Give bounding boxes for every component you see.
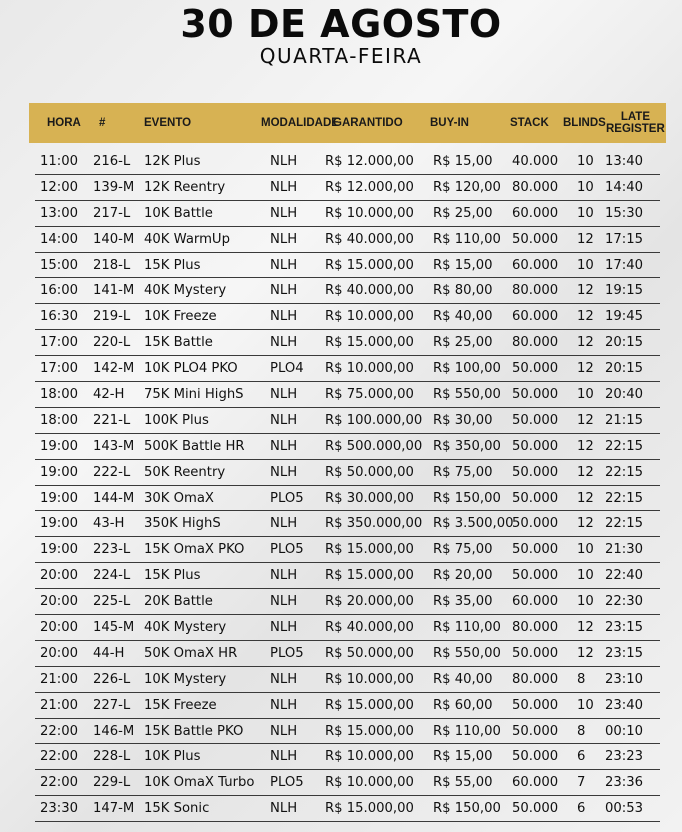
cell-modalidade: NLH [270, 205, 298, 221]
cell-late-register: 23:15 [605, 620, 644, 636]
cell-hora: 15:00 [40, 257, 79, 273]
cell-buyin: R$ 25,00 [433, 335, 493, 351]
cell-hora: 16:00 [40, 283, 79, 299]
cell-modalidade: PLO5 [270, 490, 304, 506]
cell-buyin: R$ 60,00 [433, 697, 493, 713]
cell-buyin: R$ 550,00 [433, 387, 501, 403]
cell-buyin: R$ 20,00 [433, 568, 493, 584]
cell-late-register: 00:53 [605, 801, 644, 817]
cell-stack: 50.000 [512, 723, 559, 739]
cell-garantido: R$ 10.000,00 [325, 205, 414, 221]
cell-late-register: 23:23 [605, 749, 644, 765]
cell-blinds: 10 [577, 568, 594, 584]
header-hora: HORA [47, 117, 81, 129]
table-row [35, 408, 660, 434]
table-row [35, 175, 660, 201]
cell-late-register: 00:10 [605, 723, 644, 739]
table-row [35, 796, 660, 822]
header-num: # [99, 117, 106, 129]
cell-late-register: 20:15 [605, 335, 644, 351]
cell-modalidade: NLH [270, 387, 298, 403]
cell-buyin: R$ 40,00 [433, 671, 493, 687]
page-subtitle: QUARTA-FEIRA [259, 44, 423, 68]
cell-buyin: R$ 120,00 [433, 179, 501, 195]
cell-modalidade: NLH [270, 594, 298, 610]
table-row [35, 227, 660, 253]
cell-stack: 80.000 [512, 283, 559, 299]
cell-evento: 40K Mystery [144, 620, 227, 636]
cell-garantido: R$ 15.000,00 [325, 257, 414, 273]
cell-num: 227-L [93, 697, 131, 713]
cell-num: 226-L [93, 671, 131, 687]
cell-modalidade: NLH [270, 335, 298, 351]
cell-blinds: 12 [577, 231, 594, 247]
cell-num: 223-L [93, 542, 131, 558]
cell-buyin: R$ 15,00 [433, 749, 493, 765]
cell-garantido: R$ 500.000,00 [325, 438, 423, 454]
cell-garantido: R$ 40.000,00 [325, 620, 414, 636]
cell-late-register: 19:15 [605, 283, 644, 299]
cell-stack: 60.000 [512, 205, 559, 221]
cell-stack: 50.000 [512, 645, 559, 661]
cell-hora: 20:00 [40, 620, 79, 636]
cell-blinds: 10 [577, 697, 594, 713]
cell-num: 145-M [93, 620, 135, 636]
cell-garantido: R$ 20.000,00 [325, 594, 414, 610]
cell-garantido: R$ 12.000,00 [325, 154, 414, 169]
cell-hora: 11:00 [40, 154, 79, 169]
cell-garantido: R$ 15.000,00 [325, 723, 414, 739]
cell-late-register: 22:15 [605, 438, 644, 454]
cell-modalidade: PLO5 [270, 645, 304, 661]
cell-evento: 500K Battle HR [144, 438, 245, 454]
cell-stack: 50.000 [512, 749, 559, 765]
cell-modalidade: NLH [270, 723, 298, 739]
cell-num: 144-M [93, 490, 135, 506]
cell-stack: 80.000 [512, 620, 559, 636]
cell-garantido: R$ 10.000,00 [325, 309, 414, 325]
cell-late-register: 13:40 [605, 154, 644, 169]
cell-garantido: R$ 10.000,00 [325, 749, 414, 765]
cell-num: 228-L [93, 749, 131, 765]
table-row [35, 615, 660, 641]
cell-num: 139-M [93, 179, 135, 195]
cell-modalidade: NLH [270, 464, 298, 480]
cell-blinds: 10 [577, 594, 594, 610]
table-row [35, 589, 660, 615]
cell-garantido: R$ 15.000,00 [325, 542, 414, 558]
table-row [35, 511, 660, 537]
cell-hora: 21:00 [40, 671, 79, 687]
cell-blinds: 12 [577, 645, 594, 661]
header-late-register [606, 103, 665, 143]
cell-stack: 60.000 [512, 257, 559, 273]
cell-num: 224-L [93, 568, 131, 584]
table-row [35, 486, 660, 512]
cell-late-register: 19:45 [605, 309, 644, 325]
table-row [35, 641, 660, 667]
cell-stack: 60.000 [512, 775, 559, 791]
table-row [35, 201, 660, 227]
cell-garantido: R$ 15.000,00 [325, 697, 414, 713]
cell-hora: 18:00 [40, 412, 79, 428]
cell-num: 141-M [93, 283, 135, 299]
cell-late-register: 22:30 [605, 594, 644, 610]
table-row [35, 304, 660, 330]
cell-blinds: 12 [577, 361, 594, 377]
cell-garantido: R$ 12.000,00 [325, 179, 414, 195]
cell-buyin: R$ 75,00 [433, 464, 493, 480]
cell-garantido: R$ 50.000,00 [325, 645, 414, 661]
cell-modalidade: NLH [270, 620, 298, 636]
cell-stack: 40.000 [512, 154, 559, 169]
cell-hora: 21:00 [40, 697, 79, 713]
cell-late-register: 22:40 [605, 568, 644, 584]
table-row [35, 667, 660, 693]
cell-late-register: 17:40 [605, 257, 644, 273]
cell-stack: 80.000 [512, 335, 559, 351]
cell-late-register: 20:15 [605, 361, 644, 377]
table-row [35, 278, 660, 304]
cell-stack: 60.000 [512, 309, 559, 325]
cell-garantido: R$ 50.000,00 [325, 464, 414, 480]
table-header [29, 103, 666, 143]
cell-modalidade: NLH [270, 309, 298, 325]
cell-buyin: R$ 350,00 [433, 438, 501, 454]
cell-blinds: 7 [577, 775, 586, 791]
cell-buyin: R$ 75,00 [433, 542, 493, 558]
cell-garantido: R$ 40.000,00 [325, 283, 414, 299]
cell-stack: 50.000 [512, 801, 559, 817]
cell-num: 216-L [93, 154, 131, 169]
cell-evento: 10K OmaX Turbo [144, 775, 255, 791]
cell-stack: 50.000 [512, 438, 559, 454]
cell-evento: 12K Plus [144, 154, 201, 169]
cell-blinds: 12 [577, 490, 594, 506]
table-row [35, 563, 660, 589]
cell-late-register: 22:15 [605, 516, 644, 532]
cell-modalidade: NLH [270, 801, 298, 817]
cell-num: 225-L [93, 594, 131, 610]
cell-blinds: 8 [577, 671, 586, 687]
cell-num: 42-H [93, 387, 125, 403]
cell-buyin: R$ 80,00 [433, 283, 493, 299]
cell-hora: 17:00 [40, 335, 79, 351]
cell-hora: 22:00 [40, 749, 79, 765]
cell-blinds: 12 [577, 309, 594, 325]
header-stack: STACK [510, 117, 549, 129]
cell-late-register: 21:15 [605, 412, 644, 428]
cell-buyin: R$ 55,00 [433, 775, 493, 791]
cell-blinds: 12 [577, 335, 594, 351]
cell-stack: 50.000 [512, 231, 559, 247]
cell-stack: 50.000 [512, 568, 559, 584]
cell-num: 229-L [93, 775, 131, 791]
cell-evento: 75K Mini HighS [144, 387, 244, 403]
cell-hora: 19:00 [40, 542, 79, 558]
cell-modalidade: NLH [270, 516, 298, 532]
cell-buyin: R$ 30,00 [433, 412, 493, 428]
cell-num: 140-M [93, 231, 135, 247]
table-row [35, 253, 660, 279]
cell-stack: 50.000 [512, 412, 559, 428]
cell-hora: 12:00 [40, 179, 79, 195]
cell-stack: 50.000 [512, 387, 559, 403]
cell-buyin: R$ 15,00 [433, 154, 493, 169]
cell-blinds: 12 [577, 516, 594, 532]
cell-stack: 50.000 [512, 542, 559, 558]
cell-evento: 10K PLO4 PKO [144, 361, 238, 377]
cell-num: 221-L [93, 412, 131, 428]
table-row [35, 693, 660, 719]
cell-evento: 10K Mystery [144, 671, 227, 687]
cell-num: 142-M [93, 361, 135, 377]
cell-blinds: 12 [577, 438, 594, 454]
cell-stack: 80.000 [512, 671, 559, 687]
page-title: 30 DE AGOSTO [180, 2, 502, 46]
cell-modalidade: NLH [270, 671, 298, 687]
cell-buyin: R$ 25,00 [433, 205, 493, 221]
cell-garantido: R$ 10.000,00 [325, 361, 414, 377]
cell-modalidade: NLH [270, 179, 298, 195]
cell-modalidade: NLH [270, 283, 298, 299]
cell-hora: 23:30 [40, 801, 79, 817]
cell-late-register: 14:40 [605, 179, 644, 195]
cell-buyin: R$ 150,00 [433, 490, 501, 506]
cell-hora: 14:00 [40, 231, 79, 247]
cell-evento: 10K Battle [144, 205, 213, 221]
cell-num: 217-L [93, 205, 131, 221]
header-late-line2: REGISTER [606, 123, 665, 135]
cell-evento: 10K Plus [144, 749, 201, 765]
table-row [35, 537, 660, 563]
cell-num: 220-L [93, 335, 131, 351]
cell-late-register: 23:40 [605, 697, 644, 713]
table-row [35, 356, 660, 382]
cell-modalidade: PLO5 [270, 542, 304, 558]
cell-late-register: 22:15 [605, 490, 644, 506]
cell-stack: 50.000 [512, 697, 559, 713]
cell-num: 147-M [93, 801, 135, 817]
header-modalidade: MODALIDADE [261, 117, 339, 129]
cell-modalidade: NLH [270, 154, 298, 169]
cell-late-register: 23:36 [605, 775, 644, 791]
cell-modalidade: NLH [270, 412, 298, 428]
cell-blinds: 12 [577, 620, 594, 636]
cell-hora: 20:00 [40, 645, 79, 661]
cell-garantido: R$ 15.000,00 [325, 801, 414, 817]
cell-buyin: R$ 15,00 [433, 257, 493, 273]
cell-blinds: 6 [577, 801, 586, 817]
cell-late-register: 21:30 [605, 542, 644, 558]
cell-buyin: R$ 150,00 [433, 801, 501, 817]
cell-buyin: R$ 40,00 [433, 309, 493, 325]
cell-hora: 18:00 [40, 387, 79, 403]
cell-modalidade: NLH [270, 568, 298, 584]
cell-garantido: R$ 100.000,00 [325, 412, 423, 428]
cell-late-register: 20:40 [605, 387, 644, 403]
cell-modalidade: PLO5 [270, 775, 304, 791]
cell-stack: 80.000 [512, 179, 559, 195]
cell-late-register: 23:15 [605, 645, 644, 661]
cell-blinds: 12 [577, 283, 594, 299]
cell-modalidade: PLO4 [270, 361, 304, 377]
cell-hora: 17:00 [40, 361, 79, 377]
cell-hora: 22:00 [40, 723, 79, 739]
cell-blinds: 10 [577, 387, 594, 403]
cell-hora: 19:00 [40, 516, 79, 532]
cell-buyin: R$ 110,00 [433, 620, 501, 636]
cell-num: 146-M [93, 723, 135, 739]
header-garantido: GARANTIDO [333, 117, 403, 129]
cell-buyin: R$ 100,00 [433, 361, 501, 377]
cell-modalidade: NLH [270, 697, 298, 713]
cell-garantido: R$ 15.000,00 [325, 335, 414, 351]
cell-evento: 15K OmaX PKO [144, 542, 245, 558]
cell-late-register: 23:10 [605, 671, 644, 687]
cell-modalidade: NLH [270, 231, 298, 247]
cell-blinds: 12 [577, 464, 594, 480]
table-row [35, 330, 660, 356]
cell-hora: 19:00 [40, 438, 79, 454]
cell-blinds: 12 [577, 412, 594, 428]
cell-buyin: R$ 3.500,00 [433, 516, 514, 532]
cell-blinds: 6 [577, 749, 586, 765]
cell-late-register: 17:15 [605, 231, 644, 247]
cell-garantido: R$ 10.000,00 [325, 671, 414, 687]
cell-hora: 19:00 [40, 464, 79, 480]
cell-modalidade: NLH [270, 749, 298, 765]
cell-evento: 15K Plus [144, 257, 201, 273]
cell-evento: 350K HighS [144, 516, 221, 532]
cell-garantido: R$ 40.000,00 [325, 231, 414, 247]
header-late-line1: LATE [620, 111, 650, 123]
cell-num: 222-L [93, 464, 131, 480]
table-row [35, 770, 660, 796]
header-buyin: BUY-IN [430, 117, 469, 129]
cell-num: 143-M [93, 438, 135, 454]
cell-garantido: R$ 30.000,00 [325, 490, 414, 506]
header-blinds: BLINDS [563, 117, 606, 129]
cell-garantido: R$ 75.000,00 [325, 387, 414, 403]
cell-stack: 60.000 [512, 594, 559, 610]
cell-modalidade: NLH [270, 438, 298, 454]
cell-stack: 50.000 [512, 361, 559, 377]
cell-blinds: 10 [577, 205, 594, 221]
table-row [35, 744, 660, 770]
header-evento: EVENTO [144, 117, 192, 129]
cell-buyin: R$ 35,00 [433, 594, 493, 610]
table-row [35, 719, 660, 745]
cell-evento: 12K Reentry [144, 179, 226, 195]
table-row [35, 434, 660, 460]
cell-garantido: R$ 15.000,00 [325, 568, 414, 584]
cell-evento: 15K Battle [144, 335, 213, 351]
cell-evento: 20K Battle [144, 594, 213, 610]
cell-hora: 19:00 [40, 490, 79, 506]
cell-late-register: 15:30 [605, 205, 644, 221]
cell-modalidade: NLH [270, 257, 298, 273]
cell-hora: 22:00 [40, 775, 79, 791]
cell-blinds: 10 [577, 179, 594, 195]
cell-blinds: 10 [577, 542, 594, 558]
table-row [35, 149, 660, 175]
cell-evento: 15K Sonic [144, 801, 210, 817]
cell-evento: 40K WarmUp [144, 231, 230, 247]
cell-buyin: R$ 550,00 [433, 645, 501, 661]
cell-blinds: 10 [577, 257, 594, 273]
cell-stack: 50.000 [512, 490, 559, 506]
cell-blinds: 8 [577, 723, 586, 739]
cell-buyin: R$ 110,00 [433, 231, 501, 247]
cell-evento: 15K Freeze [144, 697, 217, 713]
cell-evento: 100K Plus [144, 412, 209, 428]
cell-num: 43-H [93, 516, 125, 532]
cell-hora: 13:00 [40, 205, 79, 221]
cell-evento: 40K Mystery [144, 283, 227, 299]
table-row [35, 460, 660, 486]
cell-buyin: R$ 110,00 [433, 723, 501, 739]
schedule-table [35, 149, 660, 822]
cell-hora: 20:00 [40, 594, 79, 610]
cell-evento: 15K Battle PKO [144, 723, 244, 739]
cell-garantido: R$ 350.000,00 [325, 516, 423, 532]
cell-stack: 50.000 [512, 464, 559, 480]
cell-stack: 50.000 [512, 516, 559, 532]
cell-num: 219-L [93, 309, 131, 325]
cell-evento: 50K Reentry [144, 464, 226, 480]
cell-blinds: 10 [577, 154, 594, 169]
cell-evento: 30K OmaX [144, 490, 214, 506]
cell-hora: 20:00 [40, 568, 79, 584]
table-row [35, 382, 660, 408]
cell-evento: 50K OmaX HR [144, 645, 238, 661]
cell-hora: 16:30 [40, 309, 79, 325]
cell-num: 44-H [93, 645, 125, 661]
cell-num: 218-L [93, 257, 131, 273]
cell-evento: 10K Freeze [144, 309, 217, 325]
cell-evento: 15K Plus [144, 568, 201, 584]
cell-late-register: 22:15 [605, 464, 644, 480]
cell-garantido: R$ 10.000,00 [325, 775, 414, 791]
